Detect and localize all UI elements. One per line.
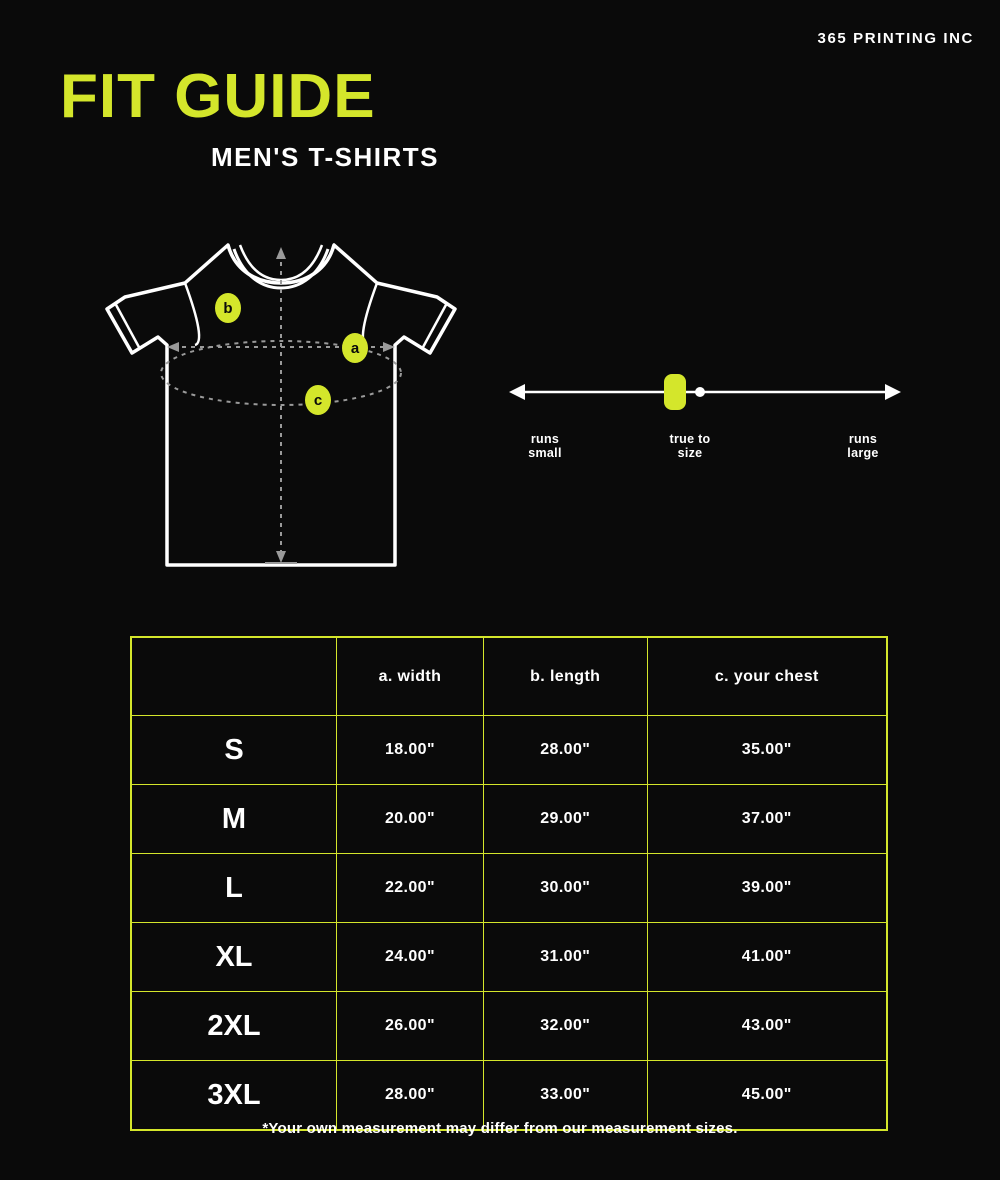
size-chart-table [130,636,888,1131]
page-subtitle: MEN'S T-SHIRTS [211,142,439,172]
table-row [131,923,887,992]
row-width: 22.00" [337,854,484,923]
row-length: 33.00" [483,1061,647,1131]
row-chest: 37.00" [647,785,887,854]
row-size: M [131,785,337,854]
table-row [131,716,887,785]
fit-scale-axis-icon [505,362,905,422]
row-size: 3XL [131,1061,337,1131]
table-header-row [131,637,887,716]
badge-b: b [215,293,241,323]
row-width: 26.00" [337,992,484,1061]
row-size: XL [131,923,337,992]
scale-label-runs-small-line2: small [528,446,562,461]
page-title: FIT GUIDE [60,62,376,131]
tshirt-diagram [95,225,495,585]
scale-label-true-to-size [645,432,735,461]
row-chest: 45.00" [647,1061,887,1131]
table-row [131,992,887,1061]
table-header-blank [131,637,337,716]
scale-label-true-line1: true to [669,432,711,446]
table-header-chest: c. your chest [647,637,887,716]
badge-a: a [342,333,368,363]
row-length: 28.00" [483,716,647,785]
badge-c: c [305,385,331,415]
table-header-length: b. length [483,637,647,716]
row-width: 18.00" [337,716,484,785]
scale-label-runs-small [505,432,585,461]
brand-name: 365 PRINTING INC [817,30,974,47]
row-chest: 39.00" [647,854,887,923]
row-chest: 41.00" [647,923,887,992]
table-row [131,785,887,854]
row-size: L [131,854,337,923]
row-length: 29.00" [483,785,647,854]
scale-label-runs-small-line1: runs [530,432,560,446]
row-width: 20.00" [337,785,484,854]
table-row [131,854,887,923]
row-size: 2XL [131,992,337,1061]
tshirt-outline-icon [95,225,495,585]
row-chest: 35.00" [647,716,887,785]
scale-label-runs-large [823,432,903,461]
scale-label-true-line2: size [677,446,703,461]
row-chest: 43.00" [647,992,887,1061]
fit-scale [505,362,915,472]
row-length: 32.00" [483,992,647,1061]
footnote: *Your own measurement may differ from our measurement sizes. [262,1120,738,1137]
scale-label-runs-large-line1: runs [848,432,878,446]
row-length: 30.00" [483,854,647,923]
row-width: 24.00" [337,923,484,992]
scale-label-runs-large-line2: large [847,446,879,461]
row-length: 31.00" [483,923,647,992]
row-size: S [131,716,337,785]
table-header-width: a. width [337,637,484,716]
row-width: 28.00" [337,1061,484,1131]
